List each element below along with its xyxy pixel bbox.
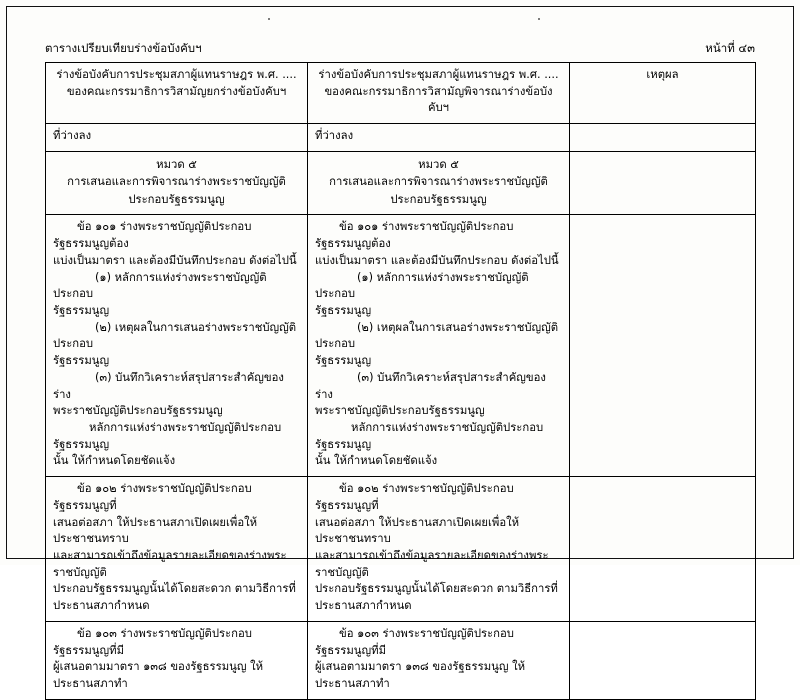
table-header-row [46, 63, 756, 124]
cell-left-section-102 [46, 477, 308, 622]
section-101-line: รัฐธรรมนูญ [53, 354, 110, 368]
section-103-line: ข้อ ๑๐๓ ร่างพระราชบัญญัติประกอบรัฐธรรมนูญที่มี [53, 626, 252, 657]
chapter-title-line2: ประกอบรัฐธรรมนูญ [128, 192, 225, 206]
column-header-line1: ร่างข้อบังคับการประชุมสภาผู้แทนราษฎร พ.ศ. .... [318, 68, 559, 81]
cell-right-section-103 [308, 621, 570, 699]
section-101-line: (๓) บันทึกวิเคราะห์สรุปสาระสำคัญของร่าง [53, 370, 284, 401]
register-mark-right [538, 18, 540, 20]
section-101-line: (๑) หลักการแห่งร่างพระราชบัญญัติประกอบ [53, 270, 267, 301]
section-102-line: เสนอต่อสภา ให้ประธานสภาเปิดเผยเพื่อให้ประชาชนทราบ [315, 515, 520, 546]
cell-left-blank-note: ที่ว่างลง [46, 124, 308, 152]
section-101-line: พระราชบัญญัติประกอบรัฐธรรมนูญ [315, 404, 485, 418]
section-103-line: ผู้เสนอตามมาตรา ๑๓๘ ของรัฐธรรมนูญ ให้ประธานสภาทำ [53, 660, 264, 691]
section-101-line: หลักการแห่งร่างพระราชบัญญัติประกอบรัฐธรรมนูญ [53, 421, 282, 451]
cell-right-blank-note: ที่ว่างลง [308, 124, 570, 152]
section-103-line: ข้อ ๑๐๓ ร่างพระราชบัญญัติประกอบรัฐธรรมนูญที่มี [315, 626, 514, 657]
cell-remark-section-103 [570, 621, 756, 699]
chapter-number: หมวด ๕ [418, 157, 459, 171]
table-row [46, 151, 756, 215]
cell-left-section-103 [46, 621, 308, 699]
comparison-table [45, 62, 756, 700]
section-102-line: ประธานสภากำหนด [53, 599, 150, 613]
section-102-line: ประกอบรัฐธรรมนูญนั้นได้โดยสะดวก ตามวิธีการที่ [315, 582, 558, 596]
section-101-line: หลักการแห่งร่างพระราชบัญญัติประกอบรัฐธรรมนูญ [315, 421, 544, 451]
section-103-line: ผู้เสนอตามมาตรา ๑๓๘ ของรัฐธรรมนูญ ให้ประธานสภาทำ [315, 660, 526, 691]
page-header [45, 40, 755, 58]
section-102-line: ข้อ ๑๐๒ ร่างพระราชบัญญัติประกอบรัฐธรรมนูญที่ [53, 482, 252, 512]
section-102-line: ประกอบรัฐธรรมนูญนั้นได้โดยสะดวก ตามวิธีการที่ [53, 582, 296, 596]
section-102-line: เสนอต่อสภา ให้ประธานสภาเปิดเผยเพื่อให้ประชาชนทราบ [53, 515, 258, 546]
page-number: หน้าที่ ๔๓ [705, 41, 755, 55]
table-row [46, 215, 756, 477]
register-mark-left [268, 18, 270, 20]
table-row [46, 477, 756, 622]
column-header-line2: ของคณะกรรมาธิการวิสามัญยกร่างข้อบังคับฯ [66, 84, 287, 98]
section-101-line: แบ่งเป็นมาตรา และต้องมีบันทึกประกอบ ดังต่อไปนี้ [315, 253, 559, 267]
column-header-draft-committee [46, 63, 308, 124]
cell-right-chapter-heading [308, 151, 570, 215]
chapter-title-line2: ประกอบรัฐธรรมนูญ [390, 192, 487, 206]
section-101-line: ข้อ ๑๐๑ ร่างพระราชบัญญัติประกอบรัฐธรรมนูญต้อง [53, 220, 252, 251]
cell-left-section-101 [46, 215, 308, 477]
header-title: ตารางเปรียบเทียบร่างข้อบังคับฯ [45, 41, 202, 55]
chapter-number: หมวด ๕ [156, 157, 197, 171]
section-102-line: ประธานสภากำหนด [315, 599, 412, 613]
cell-right-section-102 [308, 477, 570, 622]
column-header-review-committee [308, 63, 570, 124]
cell-right-section-101 [308, 215, 570, 477]
cell-remark-section-102 [570, 477, 756, 622]
section-102-line: และสามารถเข้าถึงข้อมูลรายละเอียดของร่างพระราชบัญญัติ [315, 549, 549, 579]
section-101-line: รัฐธรรมนูญ [315, 303, 372, 317]
section-101-line: นั้น ให้กำหนดโดยชัดแจ้ง [315, 454, 438, 468]
cell-remark-chapter-heading [570, 151, 756, 215]
section-101-line: (๒) เหตุผลในการเสนอร่างพระราชบัญญัติประกอบ [53, 320, 297, 351]
cell-left-chapter-heading [46, 151, 308, 215]
section-102-line: ข้อ ๑๐๒ ร่างพระราชบัญญัติประกอบรัฐธรรมนูญที่ [315, 482, 514, 512]
section-101-line: (๑) หลักการแห่งร่างพระราชบัญญัติประกอบ [315, 270, 529, 301]
column-header-line1: เหตุผล [646, 68, 679, 81]
column-header-remark [570, 63, 756, 124]
section-102-line: และสามารถเข้าถึงข้อมูลรายละเอียดของร่างพระราชบัญญัติ [53, 549, 287, 579]
cell-remark-blank-note [570, 124, 756, 152]
section-101-line: รัฐธรรมนูญ [315, 354, 372, 368]
section-101-line: นั้น ให้กำหนดโดยชัดแจ้ง [53, 454, 176, 468]
section-101-line: ข้อ ๑๐๑ ร่างพระราชบัญญัติประกอบรัฐธรรมนูญต้อง [315, 220, 514, 251]
section-101-line: แบ่งเป็นมาตรา และต้องมีบันทึกประกอบ ดังต่อไปนี้ [53, 253, 297, 267]
section-101-line: รัฐธรรมนูญ [53, 303, 110, 317]
section-101-line: พระราชบัญญัติประกอบรัฐธรรมนูญ [53, 404, 223, 418]
column-header-line1: ร่างข้อบังคับการประชุมสภาผู้แทนราษฎร พ.ศ. .... [56, 68, 297, 81]
chapter-title-line1: การเสนอและการพิจารณาร่างพระราชบัญญัติ [67, 175, 286, 189]
section-101-line: (๓) บันทึกวิเคราะห์สรุปสาระสำคัญของร่าง [315, 370, 546, 401]
table-row [46, 621, 756, 699]
column-header-line2: ของคณะกรรมาธิการวิสามัญพิจารณาร่างข้อบังคับฯ [324, 84, 553, 115]
cell-remark-section-101 [570, 215, 756, 477]
section-101-line: (๒) เหตุผลในการเสนอร่างพระราชบัญญัติประกอบ [315, 320, 559, 351]
table-row [46, 124, 756, 152]
chapter-title-line1: การเสนอและการพิจารณาร่างพระราชบัญญัติ [329, 175, 548, 189]
